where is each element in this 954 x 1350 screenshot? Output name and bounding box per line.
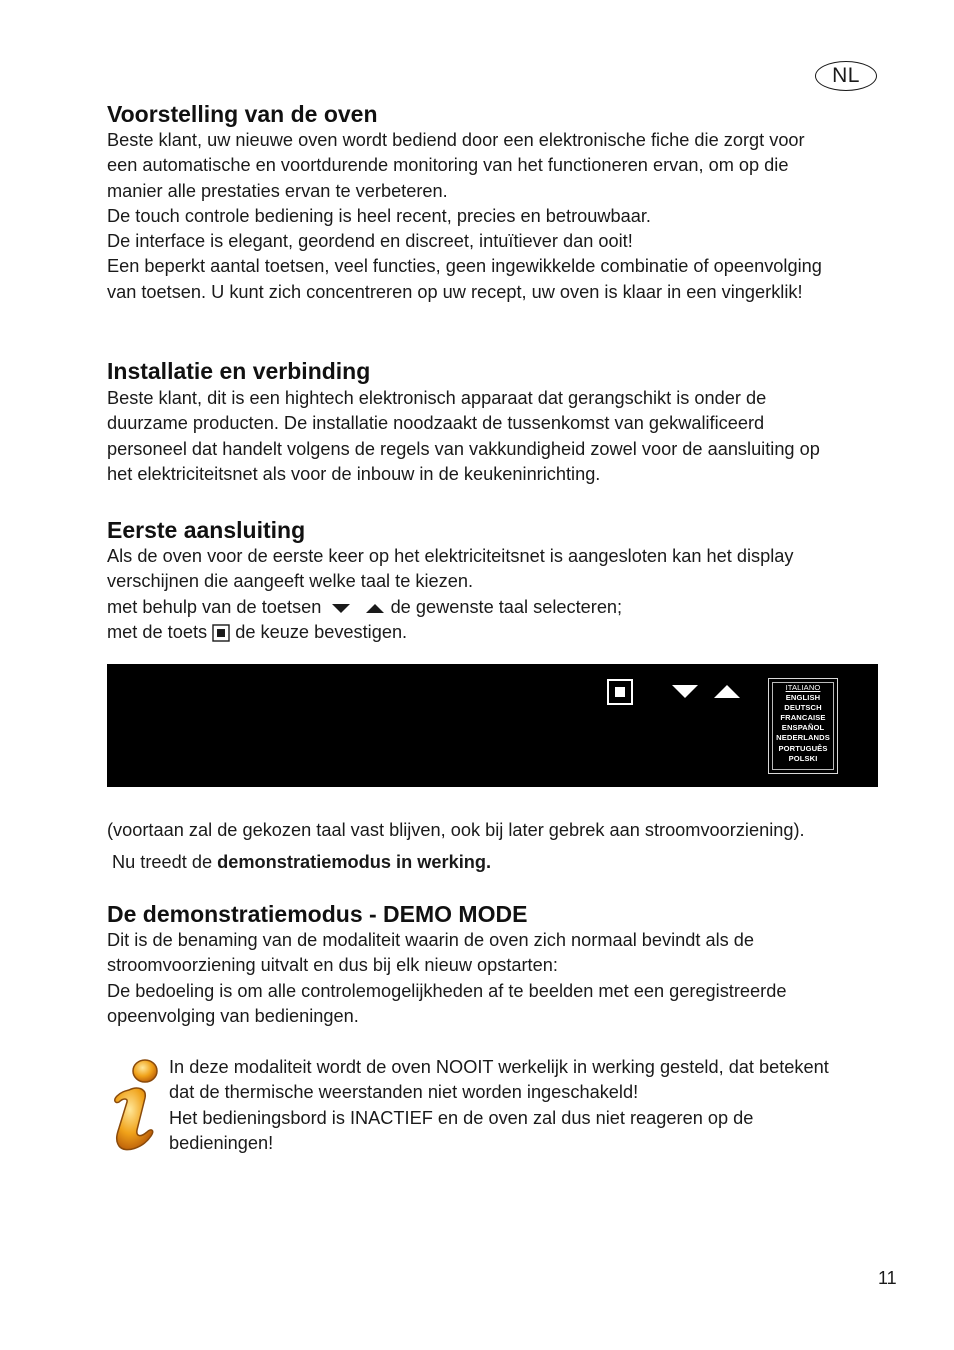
language-option[interactable]: ENGLISH	[785, 693, 821, 703]
arrow-down-icon	[330, 601, 352, 615]
text-line: stroomvoorziening uitvalt en dus bij elk nieuw opstarten:	[107, 955, 558, 976]
text-line: verschijnen die aangeeft welke taal te kiezen.	[107, 571, 473, 592]
arrows-instruction-prefix: met behulp van de toetsen	[107, 596, 322, 617]
section-title-installation: Installatie en verbinding	[107, 358, 371, 384]
arrows-instruction-suffix: de gewenste taal selecteren;	[390, 596, 623, 617]
language-option[interactable]: POLSKI	[788, 753, 818, 763]
arrow-down-key-icon[interactable]	[670, 682, 700, 700]
text-line: Beste klant, dit is een hightech elektronisch apparaat dat gerangschikt is onder de	[107, 388, 767, 408]
demo-mode-note-prefix: Nu treedt de	[112, 852, 218, 872]
arrow-up-key-icon[interactable]	[712, 682, 742, 700]
arrows-instruction	[107, 595, 878, 620]
text-line: In deze modaliteit wordt de oven NOOIT werkelijk in werking gesteld, dat betekent	[169, 1057, 829, 1077]
info-paragraph	[169, 1055, 878, 1156]
language-option[interactable]: DEUTSCH	[784, 703, 822, 713]
text-line: bedieningen!	[169, 1132, 274, 1153]
demo-paragraph	[107, 928, 878, 1029]
demo-mode-note	[112, 850, 491, 875]
text-line: De interface is elegant, geordend en discreet, intuïtiever dan ooit!	[107, 231, 633, 252]
text-line: Als de oven voor de eerste keer op het elektriciteitsnet is aangesloten kan het display	[107, 546, 794, 566]
language-option[interactable]: NEDERLANDS	[776, 733, 830, 743]
section-title-demo: De demonstratiemodus - DEMO MODE	[107, 901, 528, 927]
language-badge: NL	[815, 61, 877, 91]
section-title-first-connection: Eerste aansluiting	[107, 517, 306, 543]
text-line: duurzame producten. De installatie noodzaakt de tussenkomst van gekwalificeerd	[107, 413, 765, 434]
language-option[interactable]: ENSPAÑOL	[781, 723, 825, 733]
confirm-key-icon	[212, 624, 230, 642]
language-option[interactable]: ITALIANO	[785, 683, 821, 692]
language-menu-frame	[772, 682, 834, 770]
section-title-intro: Voorstelling van de oven	[107, 101, 378, 127]
text-line: opeenvolging van bedieningen.	[107, 1005, 359, 1026]
language-option[interactable]: FRANCAISE	[780, 713, 826, 723]
confirm-instruction-suffix: de keuze bevestigen.	[235, 621, 408, 642]
oven-display-panel	[107, 664, 878, 787]
text-line: dat de thermische weerstanden niet worden ingeschakeld!	[169, 1082, 639, 1103]
arrow-up-icon	[364, 601, 386, 615]
text-line: personeel dat handelt volgens de regels van vakkundigheid zowel voor de aansluiting op	[107, 438, 820, 459]
text-line: De bedoeling is om alle controlemogelijkheden af te beelden met een geregistreerde	[107, 980, 787, 1001]
confirm-key-icon[interactable]	[606, 678, 634, 706]
first-connection-paragraph	[107, 544, 878, 645]
text-line: manier alle prestaties ervan te verbeteren.	[107, 180, 448, 201]
text-line: Het bedieningsbord is INACTIEF en de oven zal dus niet reageren op de	[169, 1107, 754, 1128]
page-number: 11	[878, 1268, 897, 1288]
text-line: van toetsen. U kunt zich concentreren op uw recept, uw oven is klaar in een vingerklik!	[107, 281, 803, 302]
language-persist-note: (voortaan zal de gekozen taal vast blijven, ook bij later gebrek aan stroomvoorziening).	[107, 820, 805, 840]
language-option[interactable]: PORTUGUÊS	[778, 743, 828, 753]
language-menu	[768, 678, 838, 774]
intro-paragraph	[107, 128, 878, 305]
text-line: De touch controle bediening is heel recent, precies en betrouwbaar.	[107, 205, 651, 226]
installation-paragraph	[107, 386, 878, 487]
text-line: Beste klant, uw nieuwe oven wordt bediend door een elektronische fiche die zorgt voor	[107, 130, 805, 150]
confirm-instruction	[107, 620, 878, 645]
info-icon	[107, 1058, 161, 1154]
demo-mode-note-bold: demonstratiemodus in werking.	[217, 852, 492, 872]
text-line: Een beperkt aantal toetsen, veel functies, geen ingewikkelde combinatie of opeenvolging	[107, 256, 822, 277]
text-line: het elektriciteitsnet als voor de inbouw in de keukeninrichting.	[107, 463, 601, 484]
text-line: een automatische en voortdurende monitoring van het functioneren ervan, om op die	[107, 155, 789, 176]
text-line: Dit is de benaming van de modaliteit waarin de oven zich normaal bevindt als de	[107, 930, 755, 950]
confirm-instruction-prefix: met de toets	[107, 621, 208, 642]
